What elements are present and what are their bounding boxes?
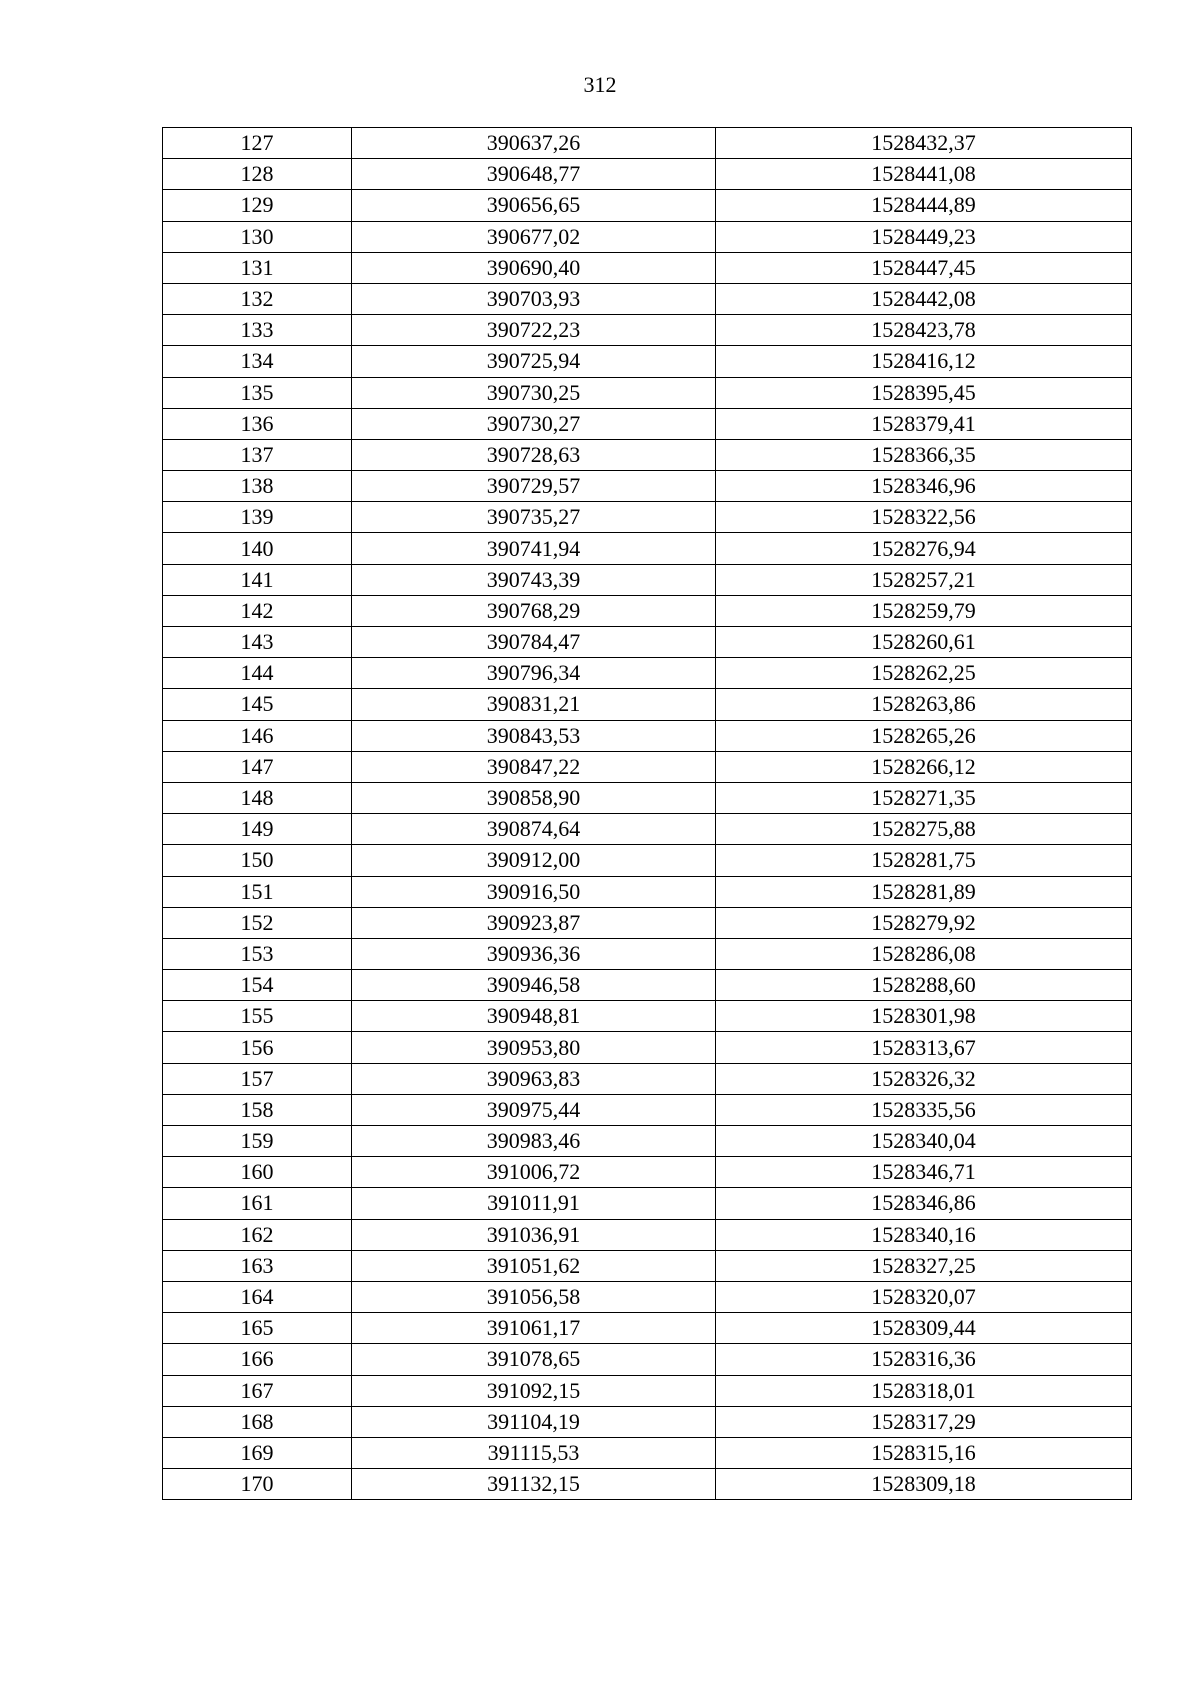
x-coordinate-cell: 390743,39 <box>352 564 716 595</box>
y-coordinate-cell: 1528320,07 <box>716 1281 1132 1312</box>
x-coordinate-cell: 390963,83 <box>352 1063 716 1094</box>
y-coordinate-cell: 1528449,23 <box>716 221 1132 252</box>
y-coordinate-cell: 1528315,16 <box>716 1437 1132 1468</box>
x-coordinate-cell: 390648,77 <box>352 159 716 190</box>
y-coordinate-cell: 1528317,29 <box>716 1406 1132 1437</box>
point-number-cell: 142 <box>163 595 352 626</box>
point-number-cell: 144 <box>163 658 352 689</box>
table-row <box>163 471 1132 502</box>
x-coordinate-cell: 390730,25 <box>352 377 716 408</box>
y-coordinate-cell: 1528271,35 <box>716 782 1132 813</box>
point-number-cell: 139 <box>163 502 352 533</box>
point-number-cell: 143 <box>163 627 352 658</box>
point-number-cell: 128 <box>163 159 352 190</box>
table-row <box>163 1188 1132 1219</box>
point-number-cell: 145 <box>163 689 352 720</box>
y-coordinate-cell: 1528309,44 <box>716 1313 1132 1344</box>
y-coordinate-cell: 1528279,92 <box>716 907 1132 938</box>
x-coordinate-cell: 391078,65 <box>352 1344 716 1375</box>
y-coordinate-cell: 1528444,89 <box>716 190 1132 221</box>
point-number-cell: 152 <box>163 907 352 938</box>
table-row <box>163 533 1132 564</box>
point-number-cell: 150 <box>163 845 352 876</box>
table-row <box>163 315 1132 346</box>
point-number-cell: 156 <box>163 1032 352 1063</box>
y-coordinate-cell: 1528322,56 <box>716 502 1132 533</box>
point-number-cell: 133 <box>163 315 352 346</box>
point-number-cell: 141 <box>163 564 352 595</box>
x-coordinate-cell: 390916,50 <box>352 876 716 907</box>
point-number-cell: 170 <box>163 1469 352 1500</box>
y-coordinate-cell: 1528262,25 <box>716 658 1132 689</box>
y-coordinate-cell: 1528259,79 <box>716 595 1132 626</box>
y-coordinate-cell: 1528423,78 <box>716 315 1132 346</box>
table-row <box>163 1313 1132 1344</box>
table-row <box>163 1469 1132 1500</box>
x-coordinate-cell: 390725,94 <box>352 346 716 377</box>
table-row <box>163 1126 1132 1157</box>
x-coordinate-cell: 391056,58 <box>352 1281 716 1312</box>
y-coordinate-cell: 1528263,86 <box>716 689 1132 720</box>
table-row <box>163 970 1132 1001</box>
table-row <box>163 938 1132 969</box>
table-row <box>163 1032 1132 1063</box>
point-number-cell: 159 <box>163 1126 352 1157</box>
table-row <box>163 1406 1132 1437</box>
table-row <box>163 159 1132 190</box>
point-number-cell: 164 <box>163 1281 352 1312</box>
point-number-cell: 160 <box>163 1157 352 1188</box>
x-coordinate-cell: 390874,64 <box>352 814 716 845</box>
point-number-cell: 158 <box>163 1094 352 1125</box>
table-row <box>163 876 1132 907</box>
x-coordinate-cell: 390953,80 <box>352 1032 716 1063</box>
y-coordinate-cell: 1528276,94 <box>716 533 1132 564</box>
y-coordinate-cell: 1528327,25 <box>716 1250 1132 1281</box>
y-coordinate-cell: 1528301,98 <box>716 1001 1132 1032</box>
y-coordinate-cell: 1528366,35 <box>716 439 1132 470</box>
table-row <box>163 190 1132 221</box>
x-coordinate-cell: 390948,81 <box>352 1001 716 1032</box>
y-coordinate-cell: 1528286,08 <box>716 938 1132 969</box>
table-row <box>163 845 1132 876</box>
point-number-cell: 161 <box>163 1188 352 1219</box>
x-coordinate-cell: 391011,91 <box>352 1188 716 1219</box>
point-number-cell: 163 <box>163 1250 352 1281</box>
y-coordinate-cell: 1528340,04 <box>716 1126 1132 1157</box>
table-row <box>163 627 1132 658</box>
x-coordinate-cell: 390843,53 <box>352 720 716 751</box>
y-coordinate-cell: 1528281,89 <box>716 876 1132 907</box>
x-coordinate-cell: 391132,15 <box>352 1469 716 1500</box>
x-coordinate-cell: 391051,62 <box>352 1250 716 1281</box>
x-coordinate-cell: 390735,27 <box>352 502 716 533</box>
table-row <box>163 1375 1132 1406</box>
y-coordinate-cell: 1528432,37 <box>716 128 1132 159</box>
point-number-cell: 135 <box>163 377 352 408</box>
x-coordinate-cell: 390847,22 <box>352 751 716 782</box>
table-row <box>163 1001 1132 1032</box>
point-number-cell: 129 <box>163 190 352 221</box>
y-coordinate-cell: 1528316,36 <box>716 1344 1132 1375</box>
table-row <box>163 751 1132 782</box>
x-coordinate-cell: 390923,87 <box>352 907 716 938</box>
x-coordinate-cell: 390722,23 <box>352 315 716 346</box>
x-coordinate-cell: 390656,65 <box>352 190 716 221</box>
table-row <box>163 1157 1132 1188</box>
y-coordinate-cell: 1528275,88 <box>716 814 1132 845</box>
x-coordinate-cell: 390690,40 <box>352 252 716 283</box>
y-coordinate-cell: 1528318,01 <box>716 1375 1132 1406</box>
table-row <box>163 1094 1132 1125</box>
y-coordinate-cell: 1528346,71 <box>716 1157 1132 1188</box>
x-coordinate-cell: 390831,21 <box>352 689 716 720</box>
y-coordinate-cell: 1528326,32 <box>716 1063 1132 1094</box>
table-row <box>163 1437 1132 1468</box>
point-number-cell: 140 <box>163 533 352 564</box>
table-row <box>163 346 1132 377</box>
table-row <box>163 564 1132 595</box>
table-row <box>163 907 1132 938</box>
point-number-cell: 130 <box>163 221 352 252</box>
point-number-cell: 148 <box>163 782 352 813</box>
y-coordinate-cell: 1528395,45 <box>716 377 1132 408</box>
x-coordinate-cell: 390858,90 <box>352 782 716 813</box>
x-coordinate-cell: 391104,19 <box>352 1406 716 1437</box>
y-coordinate-cell: 1528260,61 <box>716 627 1132 658</box>
point-number-cell: 127 <box>163 128 352 159</box>
point-number-cell: 155 <box>163 1001 352 1032</box>
point-number-cell: 157 <box>163 1063 352 1094</box>
x-coordinate-cell: 390637,26 <box>352 128 716 159</box>
table-row <box>163 283 1132 314</box>
y-coordinate-cell: 1528288,60 <box>716 970 1132 1001</box>
y-coordinate-cell: 1528441,08 <box>716 159 1132 190</box>
y-coordinate-cell: 1528346,96 <box>716 471 1132 502</box>
point-number-cell: 131 <box>163 252 352 283</box>
y-coordinate-cell: 1528335,56 <box>716 1094 1132 1125</box>
x-coordinate-cell: 390730,27 <box>352 408 716 439</box>
x-coordinate-cell: 390946,58 <box>352 970 716 1001</box>
x-coordinate-cell: 390729,57 <box>352 471 716 502</box>
point-number-cell: 166 <box>163 1344 352 1375</box>
y-coordinate-cell: 1528281,75 <box>716 845 1132 876</box>
y-coordinate-cell: 1528266,12 <box>716 751 1132 782</box>
page-number: 312 <box>583 72 617 97</box>
point-number-cell: 137 <box>163 439 352 470</box>
y-coordinate-cell: 1528447,45 <box>716 252 1132 283</box>
point-number-cell: 165 <box>163 1313 352 1344</box>
table-row <box>163 658 1132 689</box>
table-row <box>163 814 1132 845</box>
point-number-cell: 151 <box>163 876 352 907</box>
table-row <box>163 252 1132 283</box>
x-coordinate-cell: 390768,29 <box>352 595 716 626</box>
point-number-cell: 132 <box>163 283 352 314</box>
y-coordinate-cell: 1528340,16 <box>716 1219 1132 1250</box>
coordinates-table <box>162 127 1132 1500</box>
y-coordinate-cell: 1528257,21 <box>716 564 1132 595</box>
x-coordinate-cell: 390741,94 <box>352 533 716 564</box>
x-coordinate-cell: 390936,36 <box>352 938 716 969</box>
table-row <box>163 782 1132 813</box>
table-row <box>163 1250 1132 1281</box>
table-row <box>163 595 1132 626</box>
table-row <box>163 1219 1132 1250</box>
x-coordinate-cell: 390728,63 <box>352 439 716 470</box>
x-coordinate-cell: 390975,44 <box>352 1094 716 1125</box>
table-row <box>163 128 1132 159</box>
table-row <box>163 1063 1132 1094</box>
point-number-cell: 153 <box>163 938 352 969</box>
x-coordinate-cell: 390983,46 <box>352 1126 716 1157</box>
point-number-cell: 134 <box>163 346 352 377</box>
table-row <box>163 502 1132 533</box>
x-coordinate-cell: 390677,02 <box>352 221 716 252</box>
point-number-cell: 138 <box>163 471 352 502</box>
point-number-cell: 168 <box>163 1406 352 1437</box>
x-coordinate-cell: 391036,91 <box>352 1219 716 1250</box>
table-row <box>163 720 1132 751</box>
y-coordinate-cell: 1528442,08 <box>716 283 1132 314</box>
y-coordinate-cell: 1528416,12 <box>716 346 1132 377</box>
x-coordinate-cell: 390912,00 <box>352 845 716 876</box>
y-coordinate-cell: 1528346,86 <box>716 1188 1132 1219</box>
y-coordinate-cell: 1528379,41 <box>716 408 1132 439</box>
x-coordinate-cell: 390796,34 <box>352 658 716 689</box>
table-row <box>163 1344 1132 1375</box>
point-number-cell: 162 <box>163 1219 352 1250</box>
x-coordinate-cell: 390703,93 <box>352 283 716 314</box>
point-number-cell: 147 <box>163 751 352 782</box>
x-coordinate-cell: 391006,72 <box>352 1157 716 1188</box>
table-row <box>163 221 1132 252</box>
y-coordinate-cell: 1528313,67 <box>716 1032 1132 1063</box>
coordinates-table-body <box>163 128 1132 1500</box>
y-coordinate-cell: 1528309,18 <box>716 1469 1132 1500</box>
table-row <box>163 377 1132 408</box>
point-number-cell: 146 <box>163 720 352 751</box>
x-coordinate-cell: 391092,15 <box>352 1375 716 1406</box>
point-number-cell: 149 <box>163 814 352 845</box>
table-row <box>163 408 1132 439</box>
x-coordinate-cell: 391115,53 <box>352 1437 716 1468</box>
point-number-cell: 169 <box>163 1437 352 1468</box>
table-row <box>163 689 1132 720</box>
table-row <box>163 439 1132 470</box>
x-coordinate-cell: 391061,17 <box>352 1313 716 1344</box>
point-number-cell: 167 <box>163 1375 352 1406</box>
point-number-cell: 136 <box>163 408 352 439</box>
table-row <box>163 1281 1132 1312</box>
y-coordinate-cell: 1528265,26 <box>716 720 1132 751</box>
point-number-cell: 154 <box>163 970 352 1001</box>
x-coordinate-cell: 390784,47 <box>352 627 716 658</box>
